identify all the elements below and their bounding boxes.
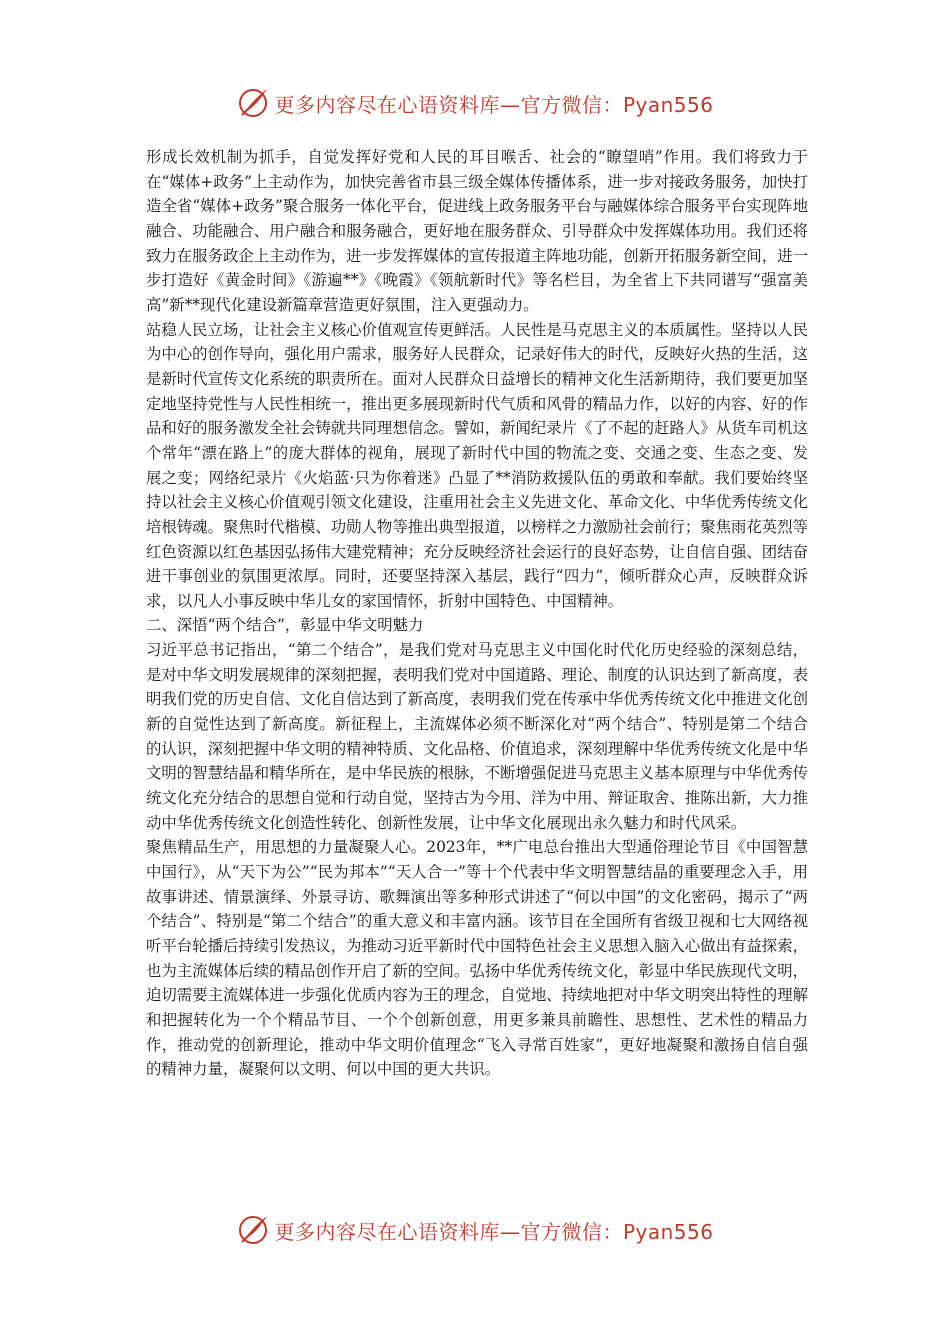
paragraph: 聚焦精品生产，用思想的力量凝聚人心。2023年，**广电总台推出大型通俗理论节目《中国智慧中国行》，从“天下为公”“民为邦本”“天人合一”等十个代表中华文明智慧结晶的重要理念入手，用故事讲述、情景演绎、外景寻访、歌舞演出等多种形式讲述了“何以中国”的文化密码，揭示了“两个结合”、特别是“第二个结合”的重大意义和丰富内涵。该节目在全国所有省级卫视和七大网络视听平台轮播后持续引发热议，为推动习近平新时代中国特色社会主义思想入脑入心做出有益探索，也为主流媒体后续的精品创作开启了新的空间。弘扬中华优秀传统文化，彰显中华民族现代文明，迫切需要主流媒体进一步强化优质内容为王的理念，自觉地、持续地把对中华文明突出特性的理解和把握转化为一个个精品节目、一个个创新创意，用更多兼具前瞻性、思想性、艺术性的精品力作，推动党的创新理论，推动中华文明价值理念“飞入寻常百姓家”，更好地凝聚和激扬自信自强的精神力量，凝聚何以文明、何以中国的更大共识。	[146, 838, 808, 1079]
quill-pen-circle-icon	[236, 1213, 270, 1247]
section-heading: 二、深悟“两个结合”，彰显中华文明魅力	[146, 616, 424, 635]
paragraph: 站稳人民立场，让社会主义核心价值观宣传更鲜活。人民性是马克思主义的本质属性。坚持以人民为中心的创作导向，强化用户需求，服务好人民群众，记录好伟大的时代，反映好火热的生活，这是新时代宣传文化系统的职责所在。面对人民群众日益增长的精神文化生活新期待，我们要更加坚定地坚持党性与人民性相统一，推出更多展现新时代气质和风骨的精品力作，以好的内容、好的作品和好的服务激发全社会铸就共同理想信念。譬如，新闻纪录片《了不起的赶路人》从货车司机这个常年“漂在路上”的庞大群体的视角，展现了新时代中国的物流之变、交通之变、生态之变、发展之变；网络纪录片《火焰蓝·只为你着迷》凸显了**消防救援队伍的勇敢和奉献。我们要始终坚持以社会主义核心价值观引领文化建设，注重用社会主义先进文化、革命文化、中华优秀传统文化培根铸魂。聚焦时代楷模、功勋人物等推出典型报道，以榜样之力激励社会前行；聚焦雨花英烈等红色资源以红色基因弘扬伟大建党精神；充分反映经济社会运行的良好态势，让自信自强、团结奋进干事创业的氛围更浓厚。同时，还要坚持深入基层，践行“四力”，倾听群众心声，反映群众诉求，以凡人小事反映中华儿女的家国情怀，折射中国特色、中国精神。	[146, 320, 808, 610]
paragraph: 形成长效机制为抓手，自觉发挥好党和人民的耳目喉舌、社会的“瞭望哨”作用。我们将致力于在“媒体+政务”上主动作为，加快完善省市县三级全媒体传播体系，进一步对接政务服务，加快打造全省“媒体+政务”聚合服务一体化平台，促进线上政务服务平台与融媒体综合服务平台实现阵地融合、功能融合、用户融合和服务融合，更好地在服务群众、引导群众中发挥媒体功用。我们还将致力在服务政企上主动作为，进一步发挥媒体的宣传报道主阵地功能，创新开拓服务新空间，进一步打造好《黄金时间》《游遍**》《晚霞》《领航新时代》等名栏目，为全省上下共同谱写“强富美高”新**现代化建设新篇章营造更好氛围，注入更强动力。	[146, 148, 808, 314]
quill-pen-circle-icon	[236, 86, 270, 120]
paragraph: 习近平总书记指出，“第二个结合”，是我们党对马克思主义中国化时代化历史经验的深刻总结，是对中华文明发展规律的深刻把握，表明我们党对中国道路、理论、制度的认识达到了新高度，表明我们党的历史自信、文化自信达到了新高度，表明我们党在传承中华优秀传统文化中推进文化创新的自觉性达到了新高度。新征程上，主流媒体必须不断深化对“两个结合”、特别是第二个结合的认识，深刻把握中华文明的精神特质、文化品格、价值追求，深刻理解中华优秀传统文化是中华文明的智慧结晶和精华所在，是中华民族的根脉，不断增强促进马克思主义基本原理与中华优秀传统文化充分结合的思想自觉和行动自觉，坚持古为今用、洋为中用、辩证取舍、推陈出新，大力推动中华优秀传统文化创造性转化、创新性发展，让中华文化展现出永久魅力和时代风采。	[146, 641, 808, 832]
footer-banner	[0, 1207, 950, 1253]
header-banner	[0, 80, 950, 126]
footer-banner-text: 更多内容尽在心语资料库—官方微信：Pyan556	[274, 1219, 714, 1244]
document-body	[146, 145, 808, 1082]
header-banner-text: 更多内容尽在心语资料库—官方微信：Pyan556	[274, 92, 714, 117]
